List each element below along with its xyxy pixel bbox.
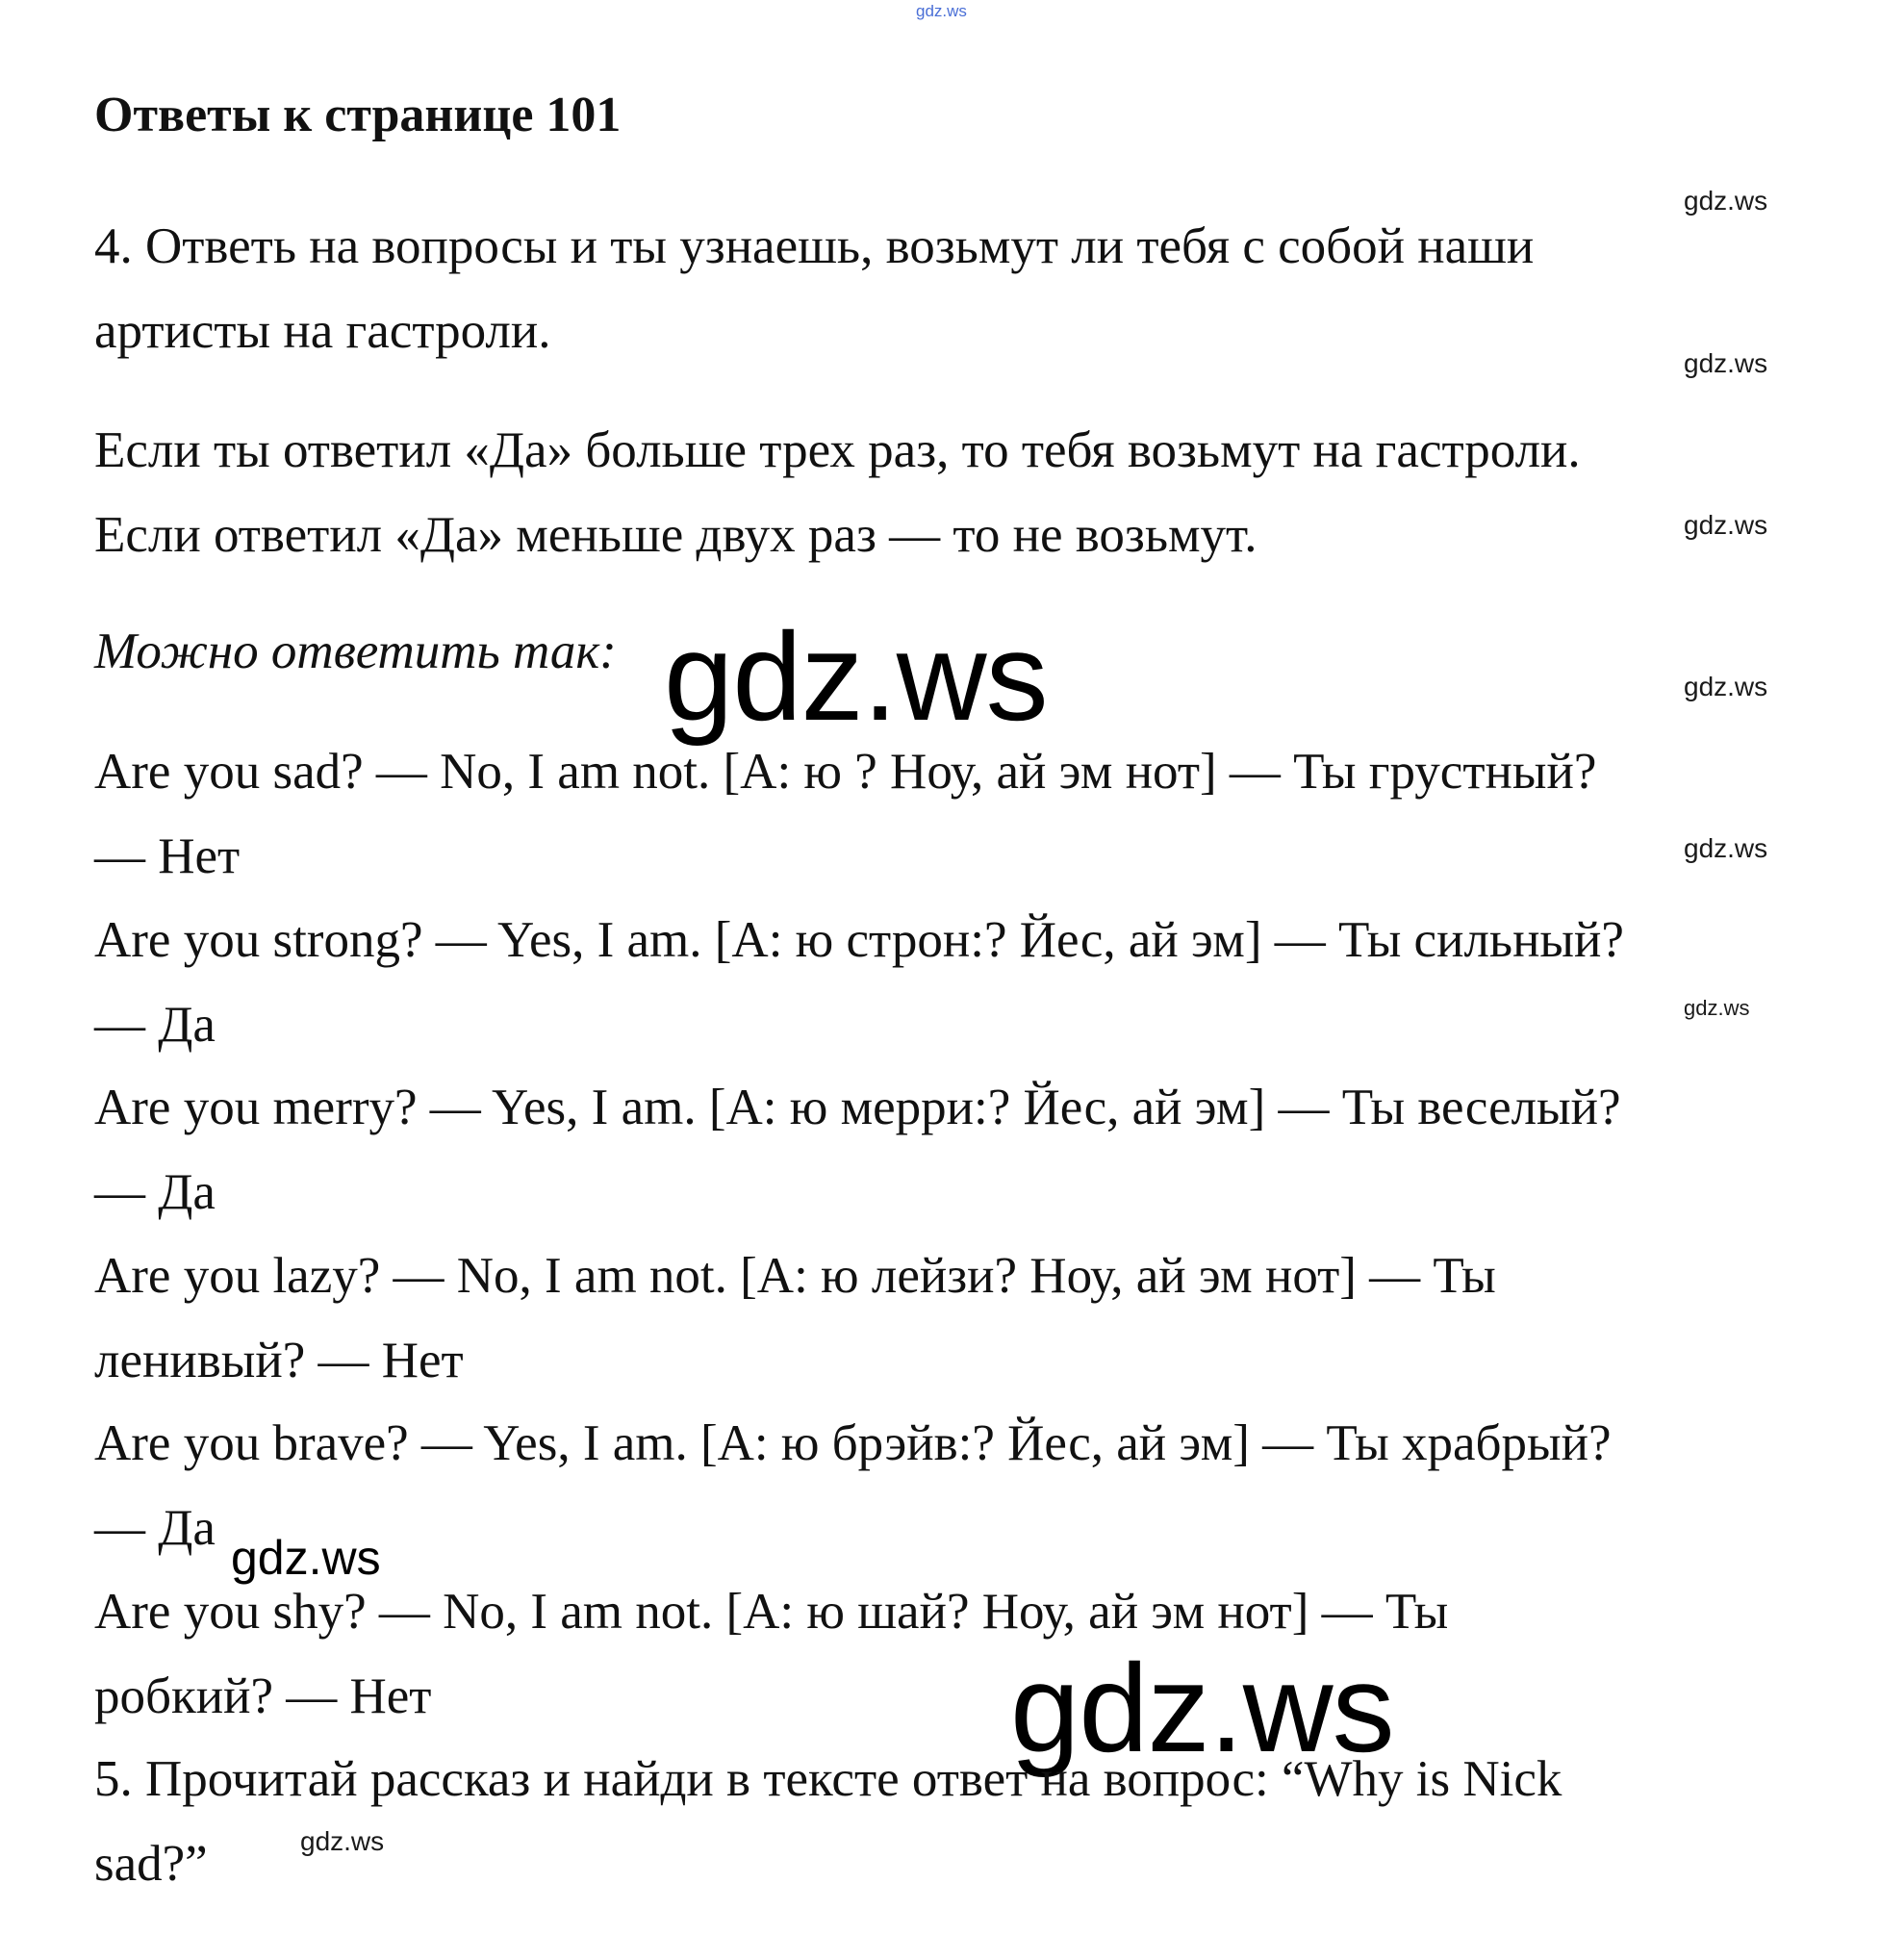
- answer-line: — Да: [94, 1164, 216, 1220]
- answer-line: — Нет: [94, 828, 241, 884]
- answer-line: — Да: [94, 997, 216, 1053]
- rule-line-2: Если ответил «Да» меньше двух раз — то не возьмут.: [94, 507, 1258, 563]
- task5-line-1: 5. Прочитай рассказ и найди в тексте ответ на вопрос: “Why is Nick: [94, 1751, 1562, 1807]
- answer-line: робкий? — Нет: [94, 1668, 432, 1724]
- watermark-top: gdz.ws: [916, 2, 967, 20]
- page-title: Ответы к странице 101: [94, 88, 622, 142]
- watermark-side: gdz.ws: [1684, 996, 1750, 1020]
- answer-line: Are you sad? — No, I am not. [А: ю ? Ноу, ай эм нот] — Ты грустный?: [94, 744, 1597, 800]
- watermark-side: gdz.ws: [1684, 833, 1768, 863]
- answer-line: Are you shy? — No, I am not. [А: ю шай? Ноу, ай эм нот] — Ты: [94, 1584, 1449, 1640]
- watermark-side: gdz.ws: [300, 1826, 385, 1856]
- watermark-side: gdz.ws: [1684, 348, 1768, 378]
- watermark-side: gdz.ws: [1684, 186, 1768, 216]
- intro-line: Можно ответить так:: [94, 624, 617, 679]
- answer-line: Are you merry? — Yes, I am. [А: ю мерри:? Йес, ай эм] — Ты веселый?: [94, 1080, 1621, 1135]
- answer-line: Are you strong? — Yes, I am. [А: ю строн:? Йес, ай эм] — Ты сильный?: [94, 912, 1624, 968]
- watermark-medium: gdz.ws: [231, 1531, 381, 1585]
- watermark-side: gdz.ws: [1684, 510, 1768, 540]
- answer-line: Are you lazy? — No, I am not. [А: ю лейзи? Ноу, ай эм нот] — Ты: [94, 1248, 1496, 1304]
- answer-line: — Да: [94, 1500, 216, 1556]
- task4-line-1: 4. Ответь на вопросы и ты узнаешь, возьмут ли тебя с собой наши: [94, 218, 1535, 274]
- answer-line: Are you brave? — Yes, I am. [А: ю брэйв:? Йес, ай эм] — Ты храбрый?: [94, 1415, 1612, 1471]
- watermark-side: gdz.ws: [1684, 672, 1768, 701]
- answer-line: ленивый? — Нет: [94, 1333, 464, 1388]
- watermark-large: gdz.ws: [1010, 1638, 1394, 1778]
- rule-line-1: Если ты ответил «Да» больше трех раз, то тебя возьмут на гастроли.: [94, 422, 1581, 478]
- task5-line-2: sad?”: [94, 1836, 208, 1892]
- watermark-large: gdz.ws: [664, 606, 1048, 747]
- task4-line-2: артисты на гастроли.: [94, 303, 551, 359]
